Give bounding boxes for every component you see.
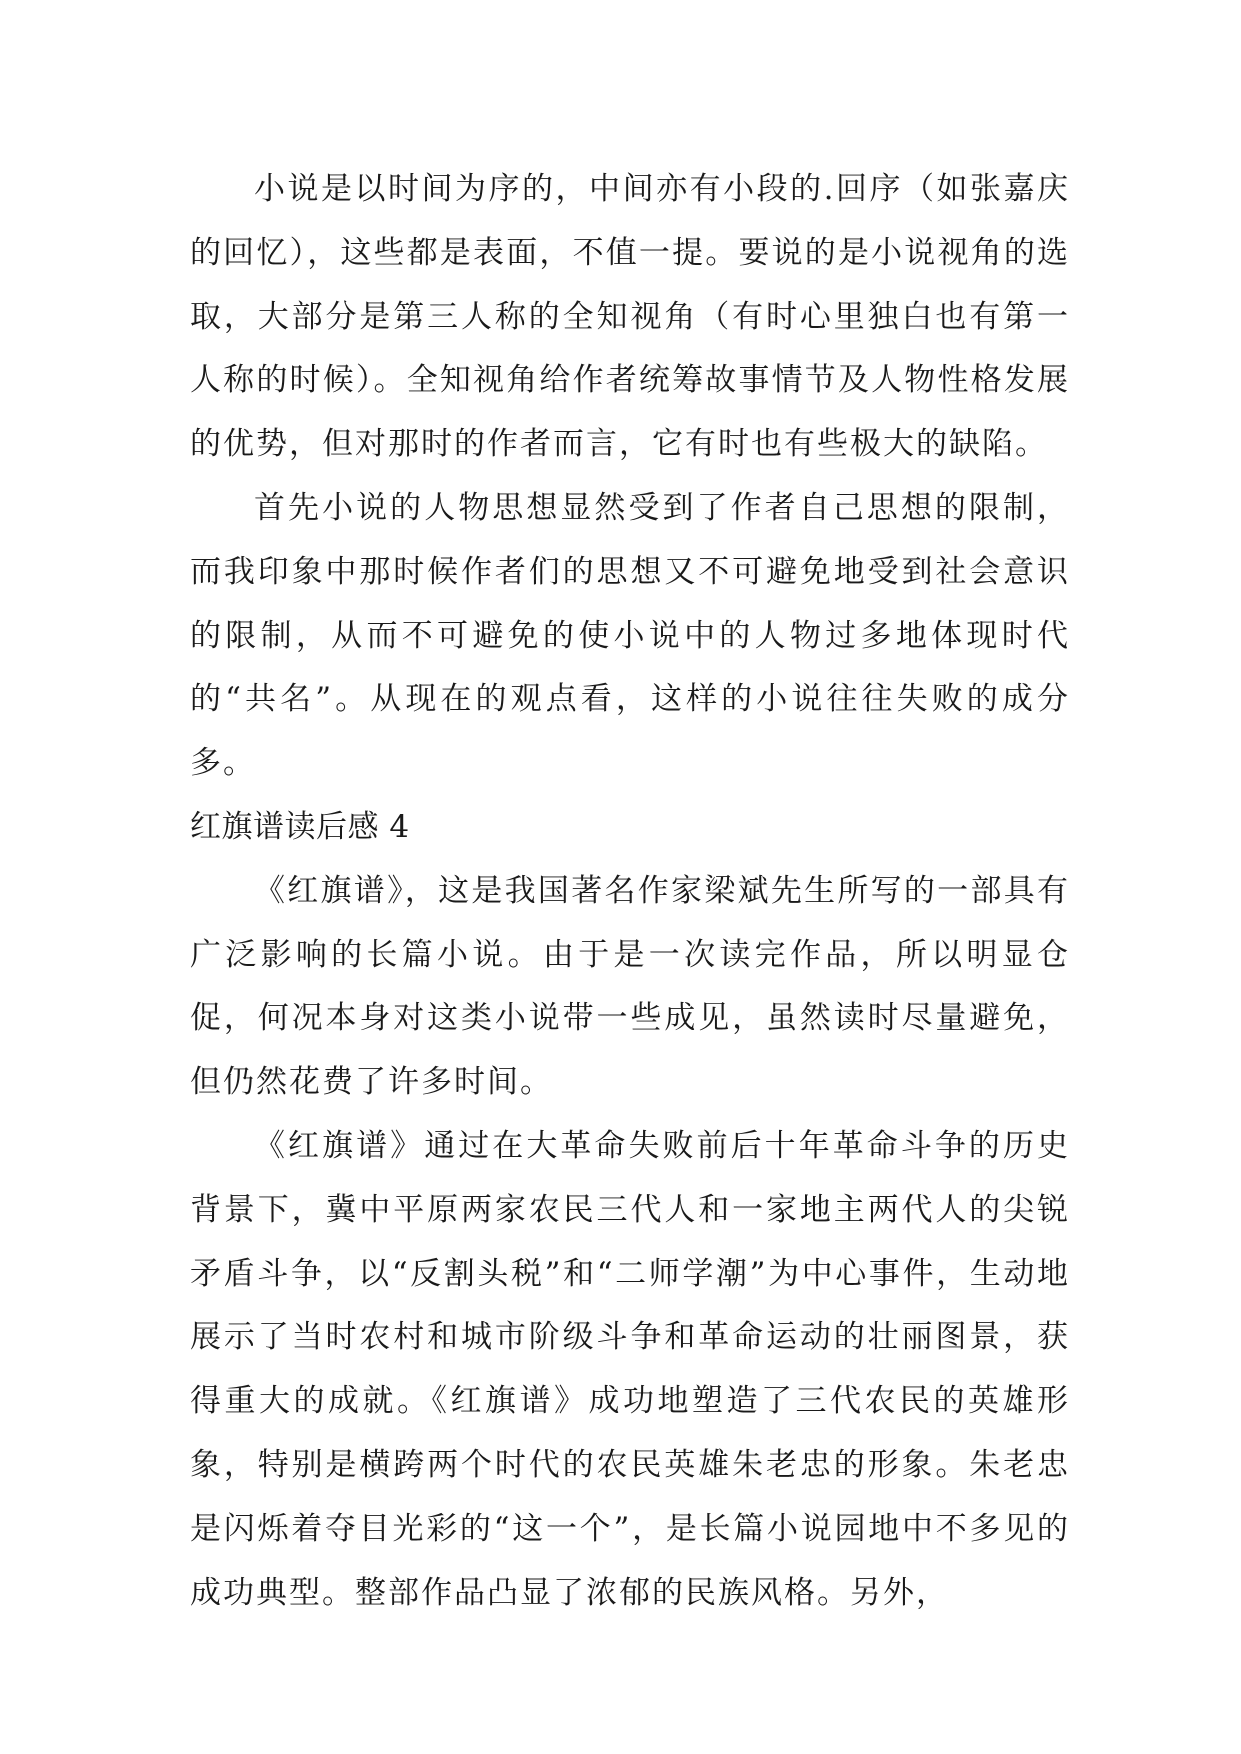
document-body [190,158,1070,1625]
paragraph: 《红旗谱》通过在大革命失败前后十年革命斗争的历史背景下，冀中平原两家农民三代人和一家地主两代人的尖锐矛盾斗争，以“反割头税”和“二师学潮”为中心事件，生动地展示了当时农村和城市阶级斗争和革命运动的壮丽图景，获得重大的成就。《红旗谱》成功地塑造了三代农民的英雄形象，特别是横跨两个时代的农民英雄朱老忠的形象。朱老忠是闪烁着夺目光彩的“这一个”，是长篇小说园地中不多见的成功典型。整部作品凸显了浓郁的民族风格。另外， [190,1127,1070,1611]
paragraph: 首先小说的人物思想显然受到了作者自己思想的限制，而我印象中那时候作者们的思想又不可避免地受到社会意识的限制，从而不可避免的使小说中的人物过多地体现时代的“共名”。从现在的观点看，这样的小说往往失败的成分多。 [190,489,1070,782]
section-title: 红旗谱读后感 4 [190,808,410,845]
paragraph: 《红旗谱》，这是我国著名作家梁斌先生所写的一部具有广泛影响的长篇小说。由于是一次读完作品，所以明显仓促，何况本身对这类小说带一些成见，虽然读时尽量避免，但仍然花费了许多时间。 [190,872,1070,1101]
paragraph: 小说是以时间为序的，中间亦有小段的.回序（如张嘉庆的回忆），这些都是表面，不值一提。要说的是小说视角的选取，大部分是第三人称的全知视角（有时心里独白也有第一人称的时候）。全知视角给作者统筹故事情节及人物性格发展的优势，但对那时的作者而言，它有时也有些极大的缺陷。 [190,171,1070,463]
